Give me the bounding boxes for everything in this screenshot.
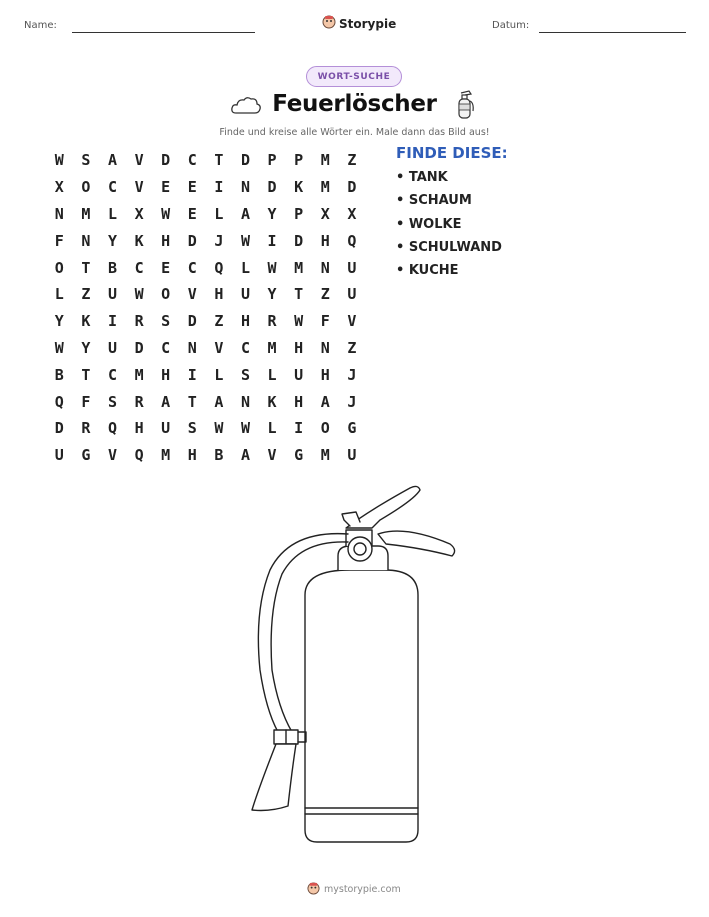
grid-row <box>46 147 365 174</box>
grid-cell[interactable]: X <box>54 178 64 197</box>
grid-cell[interactable]: F <box>320 312 330 331</box>
grid-cell[interactable]: D <box>187 312 197 331</box>
grid-cell[interactable]: T <box>187 392 197 411</box>
grid-cell[interactable]: H <box>187 446 197 465</box>
grid-cell[interactable]: S <box>187 419 197 438</box>
grid-cell[interactable]: U <box>107 285 117 304</box>
grid-cell[interactable]: J <box>347 392 357 411</box>
grid-cell[interactable]: L <box>107 204 117 223</box>
grid-cell[interactable]: E <box>161 258 171 277</box>
word-item: • TANK <box>396 170 448 185</box>
footer <box>307 880 401 899</box>
grid-cell[interactable]: U <box>294 365 304 384</box>
grid-row <box>46 308 365 335</box>
grid-cell[interactable]: Y <box>81 338 91 357</box>
grid-cell[interactable]: P <box>294 204 304 223</box>
grid-cell[interactable]: I <box>107 312 117 331</box>
grid-cell[interactable]: Q <box>134 446 144 465</box>
word-list <box>396 144 508 286</box>
name-label: Name: <box>24 20 57 31</box>
grid-cell[interactable]: W <box>267 258 277 277</box>
grid-cell[interactable]: D <box>240 151 250 170</box>
grid-cell[interactable]: F <box>54 231 64 250</box>
grid-cell[interactable]: L <box>267 365 277 384</box>
fire-extinguisher-coloring-picture <box>200 470 500 864</box>
word-item: • WOLKE <box>396 216 462 232</box>
grid-cell[interactable]: H <box>294 338 304 357</box>
grid-cell[interactable]: M <box>267 338 277 357</box>
brand-name: Storypie <box>339 16 397 31</box>
grid-cell[interactable]: R <box>134 312 144 331</box>
brand <box>322 14 396 33</box>
grid-row <box>46 174 365 201</box>
grid-cell[interactable]: W <box>134 285 144 304</box>
grid-cell[interactable]: Q <box>214 258 224 277</box>
grid-row <box>46 388 365 415</box>
grid-cell[interactable]: E <box>161 178 171 197</box>
grid-cell[interactable]: W <box>214 419 224 438</box>
grid-cell[interactable]: W <box>54 151 64 170</box>
grid-cell[interactable]: Q <box>347 231 357 250</box>
grid-cell[interactable]: C <box>107 178 117 197</box>
grid-cell[interactable]: O <box>161 285 171 304</box>
grid-cell[interactable]: O <box>81 178 91 197</box>
grid-cell[interactable]: I <box>187 365 197 384</box>
grid-cell[interactable]: C <box>107 365 117 384</box>
grid-cell[interactable]: H <box>320 231 330 250</box>
grid-cell[interactable]: H <box>320 365 330 384</box>
grid-cell[interactable]: H <box>134 419 144 438</box>
grid-cell[interactable]: V <box>214 338 224 357</box>
grid-cell[interactable]: G <box>347 419 357 438</box>
grid-cell[interactable]: Y <box>107 231 117 250</box>
word-item: • SCHAUM <box>396 193 472 209</box>
grid-row <box>46 201 365 228</box>
grid-cell[interactable]: V <box>187 285 197 304</box>
grid-cell[interactable]: L <box>54 285 64 304</box>
grid-row <box>46 281 365 308</box>
grid-cell[interactable]: T <box>214 151 224 170</box>
grid-cell[interactable]: W <box>54 338 64 357</box>
grid-cell[interactable]: I <box>267 231 277 250</box>
grid-cell[interactable]: B <box>214 446 224 465</box>
grid-row <box>46 442 365 469</box>
grid-cell[interactable]: N <box>320 258 330 277</box>
grid-cell[interactable]: U <box>54 446 64 465</box>
grid-cell[interactable]: A <box>214 392 224 411</box>
letter-grid <box>46 147 365 469</box>
storypie-logo-icon <box>307 880 320 899</box>
grid-cell[interactable]: I <box>214 178 224 197</box>
grid-cell[interactable]: D <box>134 338 144 357</box>
grid-row <box>46 227 365 254</box>
fire-extinguisher-icon <box>453 89 477 125</box>
grid-cell[interactable]: T <box>294 285 304 304</box>
grid-cell[interactable]: Y <box>267 285 277 304</box>
grid-cell[interactable]: M <box>320 151 330 170</box>
grid-cell[interactable]: B <box>107 258 117 277</box>
grid-cell[interactable]: Y <box>267 204 277 223</box>
grid-cell[interactable]: S <box>161 312 171 331</box>
grid-cell[interactable]: S <box>107 392 117 411</box>
grid-cell[interactable]: C <box>187 258 197 277</box>
grid-cell[interactable]: E <box>187 178 197 197</box>
grid-cell[interactable]: D <box>187 231 197 250</box>
grid-cell[interactable]: X <box>134 204 144 223</box>
grid-cell[interactable]: Q <box>107 419 117 438</box>
grid-cell[interactable]: C <box>187 151 197 170</box>
grid-cell[interactable]: V <box>107 446 117 465</box>
grid-row <box>46 361 365 388</box>
grid-cell[interactable]: M <box>320 446 330 465</box>
grid-cell[interactable]: S <box>240 365 250 384</box>
grid-cell[interactable]: U <box>240 285 250 304</box>
grid-cell[interactable]: L <box>240 258 250 277</box>
grid-cell[interactable]: V <box>134 151 144 170</box>
grid-cell[interactable]: U <box>347 258 357 277</box>
grid-cell[interactable]: H <box>240 312 250 331</box>
grid-cell[interactable]: K <box>267 392 277 411</box>
grid-cell[interactable]: K <box>81 312 91 331</box>
grid-cell[interactable]: H <box>294 392 304 411</box>
grid-cell[interactable]: L <box>214 204 224 223</box>
grid-row <box>46 335 365 362</box>
name-line[interactable] <box>72 32 255 33</box>
grid-cell[interactable]: Z <box>214 312 224 331</box>
grid-cell[interactable]: J <box>214 231 224 250</box>
grid-cell[interactable]: B <box>54 365 64 384</box>
grid-cell[interactable]: D <box>161 151 171 170</box>
grid-cell[interactable]: X <box>320 204 330 223</box>
grid-cell[interactable]: J <box>347 365 357 384</box>
grid-cell[interactable]: D <box>54 419 64 438</box>
grid-cell[interactable]: N <box>54 204 64 223</box>
grid-cell[interactable]: Z <box>320 285 330 304</box>
grid-cell[interactable]: T <box>81 258 91 277</box>
grid-cell[interactable]: G <box>81 446 91 465</box>
grid-cell[interactable]: T <box>81 365 91 384</box>
grid-cell[interactable]: A <box>161 392 171 411</box>
grid-cell[interactable]: Z <box>81 285 91 304</box>
grid-cell[interactable]: R <box>134 392 144 411</box>
word-item: • KUCHE <box>396 263 459 279</box>
grid-cell[interactable]: C <box>161 338 171 357</box>
word-item: • SCHULWAND <box>396 239 502 255</box>
grid-cell[interactable]: C <box>240 338 250 357</box>
grid-cell[interactable]: G <box>294 446 304 465</box>
grid-cell[interactable]: V <box>134 178 144 197</box>
grid-cell[interactable]: O <box>54 258 64 277</box>
grid-cell[interactable]: Q <box>54 392 64 411</box>
grid-cell[interactable]: W <box>161 204 171 223</box>
grid-cell[interactable]: Z <box>347 338 357 357</box>
grid-cell[interactable]: M <box>161 446 171 465</box>
grid-cell[interactable]: N <box>81 231 91 250</box>
grid-cell[interactable]: Z <box>347 151 357 170</box>
grid-cell[interactable]: N <box>240 178 250 197</box>
grid-cell[interactable]: W <box>294 312 304 331</box>
grid-cell[interactable]: R <box>267 312 277 331</box>
grid-cell[interactable]: E <box>187 204 197 223</box>
grid-cell[interactable]: P <box>294 151 304 170</box>
grid-cell[interactable]: M <box>294 258 304 277</box>
grid-row <box>46 254 365 281</box>
grid-cell[interactable]: U <box>347 446 357 465</box>
grid-cell[interactable]: M <box>320 178 330 197</box>
date-line[interactable] <box>539 32 686 33</box>
grid-cell[interactable]: U <box>161 419 171 438</box>
footer-url[interactable]: mystorypie.com <box>324 884 401 895</box>
grid-cell[interactable]: R <box>81 419 91 438</box>
grid-cell[interactable]: A <box>240 204 250 223</box>
date-label: Datum: <box>492 20 530 31</box>
grid-cell[interactable]: D <box>294 231 304 250</box>
grid-cell[interactable]: H <box>214 285 224 304</box>
grid-cell[interactable]: M <box>134 365 144 384</box>
page-title: Feuerlöscher <box>272 91 437 117</box>
grid-cell[interactable]: Y <box>54 312 64 331</box>
grid-cell[interactable]: X <box>347 204 357 223</box>
instructions: Finde und kreise alle Wörter ein. Male dann das Bild aus! <box>219 127 490 138</box>
word-list-heading: FINDE DIESE: <box>396 144 508 162</box>
grid-cell[interactable]: S <box>81 151 91 170</box>
grid-cell[interactable]: N <box>187 338 197 357</box>
grid-cell[interactable]: H <box>161 231 171 250</box>
grid-cell[interactable]: A <box>320 392 330 411</box>
word-search-badge: WORT-SUCHE <box>306 66 402 87</box>
grid-cell[interactable]: F <box>81 392 91 411</box>
grid-cell[interactable]: K <box>134 231 144 250</box>
grid-cell[interactable]: N <box>240 392 250 411</box>
grid-cell[interactable]: C <box>134 258 144 277</box>
grid-cell[interactable]: V <box>267 446 277 465</box>
grid-cell[interactable]: L <box>214 365 224 384</box>
grid-cell[interactable]: H <box>161 365 171 384</box>
grid-cell[interactable]: P <box>267 151 277 170</box>
grid-cell[interactable]: W <box>240 419 250 438</box>
grid-cell[interactable]: U <box>347 285 357 304</box>
grid-cell[interactable]: A <box>107 151 117 170</box>
grid-cell[interactable]: W <box>240 231 250 250</box>
grid-cell[interactable]: I <box>294 419 304 438</box>
grid-cell[interactable]: D <box>347 178 357 197</box>
grid-cell[interactable]: M <box>81 204 91 223</box>
grid-cell[interactable]: L <box>267 419 277 438</box>
grid-cell[interactable]: K <box>294 178 304 197</box>
grid-cell[interactable]: D <box>267 178 277 197</box>
grid-row <box>46 415 365 442</box>
grid-cell[interactable]: N <box>320 338 330 357</box>
grid-cell[interactable]: U <box>107 338 117 357</box>
grid-cell[interactable]: O <box>320 419 330 438</box>
storypie-logo-icon <box>322 14 336 33</box>
grid-cell[interactable]: V <box>347 312 357 331</box>
grid-cell[interactable]: A <box>240 446 250 465</box>
